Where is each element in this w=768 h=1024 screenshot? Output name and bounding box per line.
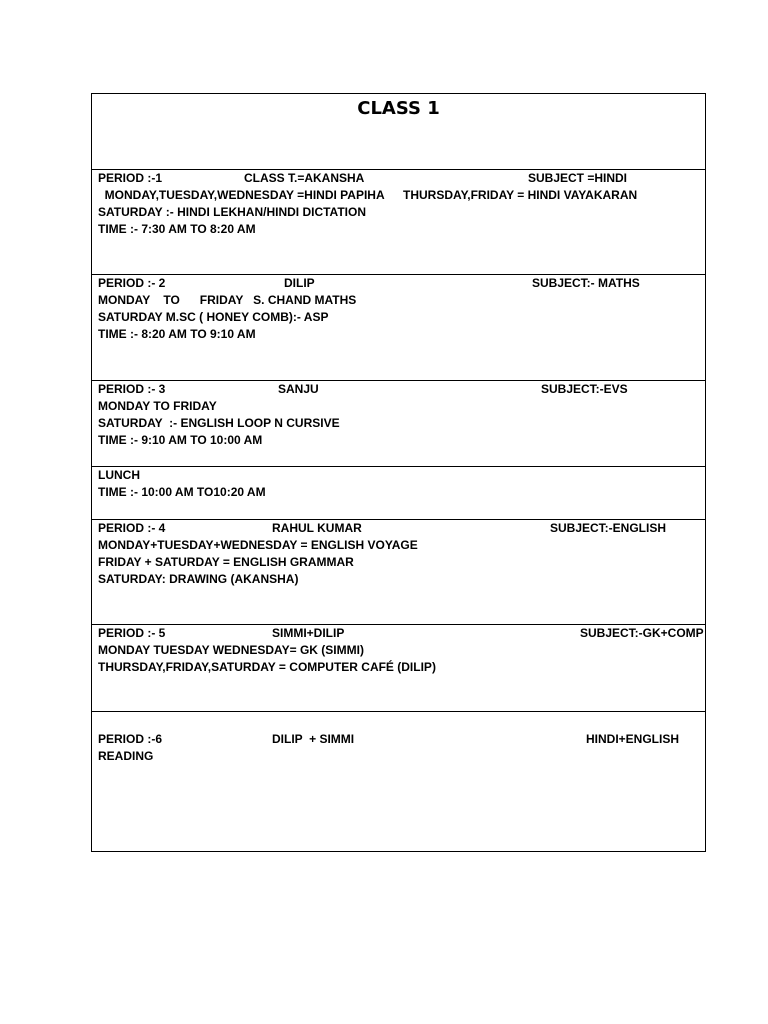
lunch-row [92, 467, 705, 520]
period-2-row [92, 275, 705, 381]
period-1-label: PERIOD :-1 [98, 171, 163, 185]
lunch-label: LUNCH [98, 468, 140, 482]
period-2-weekday-schedule: MONDAY TO FRIDAY S. CHAND MATHS [98, 293, 357, 307]
period-1-teacher: CLASS T.=AKANSHA [244, 171, 365, 185]
period-5-label: PERIOD :- 5 [98, 626, 166, 640]
period-5-teacher: SIMMI+DILIP [272, 626, 345, 640]
period-6-label: PERIOD :-6 [98, 732, 163, 746]
period-5-row [92, 625, 705, 712]
period-2-label: PERIOD :- 2 [98, 276, 166, 290]
period-1-weekday-schedule: MONDAY,TUESDAY,WEDNESDAY =HINDI PAPIHA [98, 188, 385, 202]
period-4-row [92, 520, 705, 625]
period-3-teacher: SANJU [278, 382, 319, 396]
timetable [91, 93, 706, 852]
period-6-teacher: DILIP + SIMMI [272, 732, 355, 746]
period-3-weekday-schedule: MONDAY TO FRIDAY [98, 399, 217, 413]
period-5-weekday-schedule: MONDAY TUESDAY WEDNESDAY= GK (SIMMI) [98, 643, 364, 657]
period-4-friday-saturday-schedule: FRIDAY + SATURDAY = ENGLISH GRAMMAR [98, 555, 354, 569]
period-2-time: TIME :- 8:20 AM TO 9:10 AM [98, 327, 256, 341]
period-6-row [92, 712, 705, 851]
period-5-subject: SUBJECT:-GK+COMP [580, 626, 704, 640]
period-2-teacher: DILIP [284, 276, 315, 290]
period-6-subject: HINDI+ENGLISH [586, 732, 680, 746]
period-1-thursday-friday-schedule: THURSDAY,FRIDAY = HINDI VAYAKARAN [403, 188, 638, 202]
period-3-row [92, 381, 705, 467]
period-1-saturday-schedule: SATURDAY :- HINDI LEKHAN/HINDI DICTATION [98, 205, 366, 219]
period-2-subject: SUBJECT:- MATHS [532, 276, 640, 290]
period-1-time: TIME :- 7:30 AM TO 8:20 AM [98, 222, 256, 236]
period-4-label: PERIOD :- 4 [98, 521, 166, 535]
period-6-activity: READING [98, 749, 154, 763]
period-1-subject: SUBJECT =HINDI [528, 171, 628, 185]
title-row [92, 94, 705, 170]
period-3-subject: SUBJECT:-EVS [541, 382, 628, 396]
period-4-weekday-schedule: MONDAY+TUESDAY+WEDNESDAY = ENGLISH VOYAGE [98, 538, 418, 552]
page-title: CLASS 1 [357, 98, 440, 119]
period-3-label: PERIOD :- 3 [98, 382, 166, 396]
period-4-saturday-drawing: SATURDAY: DRAWING (AKANSHA) [98, 572, 299, 586]
period-3-saturday-schedule: SATURDAY :- ENGLISH LOOP N CURSIVE [98, 416, 340, 430]
period-2-saturday-schedule: SATURDAY M.SC ( HONEY COMB):- ASP [98, 310, 329, 324]
period-4-subject: SUBJECT:-ENGLISH [550, 521, 667, 535]
period-5-thursday-saturday-schedule: THURSDAY,FRIDAY,SATURDAY = COMPUTER CAFÉ (DILIP) [98, 660, 436, 674]
period-4-teacher: RAHUL KUMAR [272, 521, 362, 535]
period-1-row [92, 170, 705, 275]
lunch-time: TIME :- 10:00 AM TO10:20 AM [98, 485, 266, 499]
period-3-time: TIME :- 9:10 AM TO 10:00 AM [98, 433, 263, 447]
